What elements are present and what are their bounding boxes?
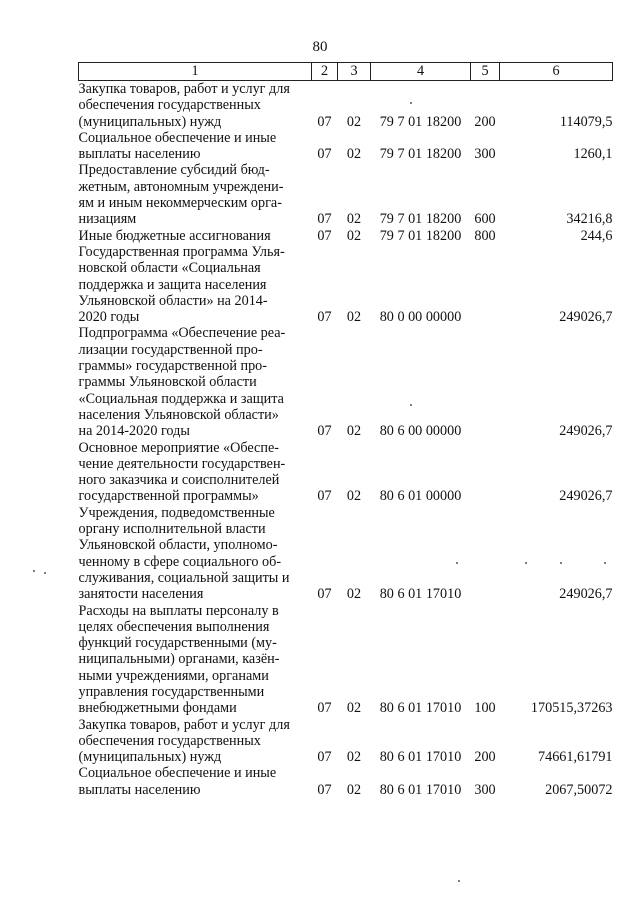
row-name bbox=[79, 228, 312, 244]
row-name bbox=[79, 162, 312, 227]
row-target-article: 80 6 01 17010 bbox=[379, 781, 462, 798]
row-amount: 249026,7 bbox=[559, 586, 613, 603]
row-subsection: 02 bbox=[346, 700, 362, 717]
row-name-line: Расходы на выплаты персоналу в bbox=[78, 602, 279, 619]
row-amount: 74661,61791 bbox=[538, 749, 613, 766]
row-name-line: низациям bbox=[78, 211, 137, 228]
table-row bbox=[79, 228, 613, 244]
row-target-article: 80 6 01 17010 bbox=[379, 749, 462, 766]
table-row bbox=[79, 162, 613, 227]
row-name-line: поддержка и защита населения bbox=[78, 276, 267, 293]
row-target-article: 79 7 01 18200 bbox=[379, 146, 462, 163]
row-name-line: Основное мероприятие «Обеспе- bbox=[78, 439, 279, 456]
row-name-line: ченному в сфере социального об- bbox=[78, 553, 282, 570]
row-name-line: Ульяновской области, уполномо- bbox=[78, 537, 278, 554]
row-name-line: целях обеспечения выполнения bbox=[78, 618, 270, 635]
table-row bbox=[79, 505, 613, 603]
row-section: 07 bbox=[317, 211, 332, 228]
row-subsection: 02 bbox=[346, 227, 362, 244]
row-name-line: Иные бюджетные ассигнования bbox=[78, 227, 271, 244]
row-name-line: ными учреждениями, органами bbox=[78, 667, 269, 684]
row-name-line: государственной программы» bbox=[78, 488, 259, 505]
row-section: 07 bbox=[317, 749, 332, 766]
row-expense-type: 300 bbox=[474, 781, 496, 798]
row-name-line: управления государственными bbox=[78, 683, 265, 700]
row-amount: 1260,1 bbox=[573, 146, 613, 163]
row-amount: 114079,5 bbox=[559, 113, 613, 130]
row-name-line: внебюджетными фондами bbox=[78, 700, 237, 717]
row-name-line: ного заказчика и соисполнителей bbox=[78, 472, 280, 489]
row-expense-type bbox=[471, 440, 500, 505]
row-expense-type: 100 bbox=[474, 700, 496, 717]
table-row bbox=[79, 325, 613, 439]
row-amount: 2067,50072 bbox=[545, 781, 613, 798]
row-name bbox=[79, 505, 312, 603]
row-name bbox=[79, 244, 312, 325]
row-name-line: обеспечения государственных bbox=[78, 732, 261, 749]
row-expense-type: 200 bbox=[474, 113, 496, 130]
row-name-line: выплаты населению bbox=[78, 781, 201, 798]
row-name-line: обеспечения государственных bbox=[78, 97, 261, 114]
table-row bbox=[79, 130, 613, 163]
row-expense-type: 800 bbox=[474, 227, 496, 244]
row-name-line: Предоставление субсидий бюд- bbox=[78, 162, 270, 179]
row-name-line: ям и иным некоммерческим орга- bbox=[78, 195, 282, 212]
header-col-5: 5 bbox=[471, 63, 500, 81]
row-expense-type bbox=[471, 325, 500, 439]
row-section: 07 bbox=[317, 488, 332, 505]
row-subsection: 02 bbox=[346, 211, 362, 228]
row-subsection: 02 bbox=[346, 309, 362, 326]
row-name-line: Закупка товаров, работ и услуг для bbox=[78, 81, 290, 97]
row-expense-type bbox=[471, 244, 500, 325]
header-col-1: 1 bbox=[79, 63, 312, 81]
row-name-line: Ульяновской области» на 2014- bbox=[78, 292, 268, 309]
row-name bbox=[79, 130, 312, 163]
scan-speck bbox=[604, 562, 606, 564]
scan-speck bbox=[525, 562, 527, 564]
scan-speck bbox=[560, 562, 562, 564]
row-section: 07 bbox=[317, 146, 332, 163]
header-col-2: 2 bbox=[312, 63, 338, 81]
header-col-6: 6 bbox=[500, 63, 613, 81]
row-name-line: функций государственными (му- bbox=[78, 635, 277, 652]
row-amount: 249026,7 bbox=[559, 423, 613, 440]
budget-table bbox=[78, 62, 613, 798]
row-subsection: 02 bbox=[346, 146, 362, 163]
row-name-line: ниципальными) органами, казён- bbox=[78, 651, 280, 668]
row-name-line: (муниципальных) нужд bbox=[78, 113, 222, 130]
row-name-line: 2020 годы bbox=[78, 309, 140, 326]
row-name-line: Социальное обеспечение и иные bbox=[78, 129, 277, 146]
row-name-line: «Социальная поддержка и защита bbox=[78, 390, 284, 407]
table-header bbox=[79, 63, 613, 81]
row-expense-type: 200 bbox=[474, 749, 496, 766]
row-target-article: 79 7 01 18200 bbox=[379, 211, 462, 228]
scan-speck bbox=[33, 570, 35, 572]
row-name-line: новской области «Социальная bbox=[78, 260, 261, 277]
row-amount: 170515,37263 bbox=[530, 700, 613, 717]
row-name bbox=[79, 603, 312, 717]
page-number: 80 bbox=[312, 39, 328, 55]
row-subsection: 02 bbox=[346, 586, 362, 603]
row-section: 07 bbox=[317, 700, 332, 717]
row-name-line: служивания, социальной защиты и bbox=[78, 569, 290, 586]
row-target-article: 80 6 01 17010 bbox=[379, 586, 462, 603]
row-expense-type: 600 bbox=[474, 211, 496, 228]
header-row bbox=[79, 63, 613, 81]
row-section: 07 bbox=[317, 781, 332, 798]
row-name-line: граммы Ульяновской области bbox=[78, 374, 257, 391]
scan-speck bbox=[456, 562, 458, 564]
row-section: 07 bbox=[317, 309, 332, 326]
row-subsection: 02 bbox=[346, 113, 362, 130]
row-section: 07 bbox=[317, 113, 332, 130]
row-name bbox=[79, 440, 312, 505]
row-name-line: Подпрограмма «Обеспечение реа- bbox=[78, 325, 286, 342]
scan-speck bbox=[410, 404, 412, 406]
row-name-line: органу исполнительной власти bbox=[78, 521, 266, 538]
row-name-line: лизации государственной про- bbox=[78, 341, 263, 358]
row-name-line: граммы» государственной про- bbox=[78, 358, 268, 375]
row-amount: 244,6 bbox=[580, 227, 613, 244]
table-row bbox=[79, 717, 613, 766]
row-target-article: 79 7 01 18200 bbox=[379, 227, 462, 244]
row-name-line: Закупка товаров, работ и услуг для bbox=[78, 716, 290, 733]
row-expense-type bbox=[471, 505, 500, 603]
row-amount: 34216,8 bbox=[566, 211, 613, 228]
row-target-article: 79 7 01 18200 bbox=[379, 113, 462, 130]
row-name-line: на 2014-2020 годы bbox=[78, 423, 190, 440]
row-target-article: 80 6 01 00000 bbox=[379, 488, 462, 505]
row-name-line: населения Ульяновской области» bbox=[78, 406, 279, 423]
row-section: 07 bbox=[317, 423, 332, 440]
row-name bbox=[79, 717, 312, 766]
row-name bbox=[79, 81, 312, 130]
row-name bbox=[79, 765, 312, 798]
row-subsection: 02 bbox=[346, 781, 362, 798]
row-subsection: 02 bbox=[346, 749, 362, 766]
row-name bbox=[79, 325, 312, 439]
row-expense-type: 300 bbox=[474, 146, 496, 163]
row-name-line: Учреждения, подведомственные bbox=[78, 504, 275, 521]
row-target-article: 80 0 00 00000 bbox=[379, 309, 462, 326]
scan-speck bbox=[410, 102, 412, 104]
row-name-line: жетным, автономным учреждени- bbox=[78, 178, 284, 195]
table-row bbox=[79, 244, 613, 325]
row-name-line: занятости населения bbox=[78, 586, 204, 603]
row-subsection: 02 bbox=[346, 488, 362, 505]
row-amount: 249026,7 bbox=[559, 488, 613, 505]
scan-speck bbox=[458, 880, 460, 882]
row-target-article: 80 6 00 00000 bbox=[379, 423, 462, 440]
table-row bbox=[79, 765, 613, 798]
table-row bbox=[79, 440, 613, 505]
row-subsection: 02 bbox=[346, 423, 362, 440]
header-col-4: 4 bbox=[371, 63, 471, 81]
row-section: 07 bbox=[317, 227, 332, 244]
table-row bbox=[79, 603, 613, 717]
row-name-line: Социальное обеспечение и иные bbox=[78, 765, 277, 782]
budget-table-container bbox=[78, 62, 612, 798]
scan-speck bbox=[44, 572, 46, 574]
row-name-line: (муниципальных) нужд bbox=[78, 749, 222, 766]
table-row bbox=[79, 81, 613, 130]
row-section: 07 bbox=[317, 586, 332, 603]
row-name-line: чение деятельности государствен- bbox=[78, 455, 286, 472]
row-name-line: Государственная программа Улья- bbox=[78, 243, 285, 260]
row-target-article: 80 6 01 17010 bbox=[379, 700, 462, 717]
header-col-3: 3 bbox=[338, 63, 371, 81]
row-amount: 249026,7 bbox=[559, 309, 613, 326]
table-body bbox=[79, 81, 613, 799]
row-name-line: выплаты населению bbox=[78, 146, 201, 163]
